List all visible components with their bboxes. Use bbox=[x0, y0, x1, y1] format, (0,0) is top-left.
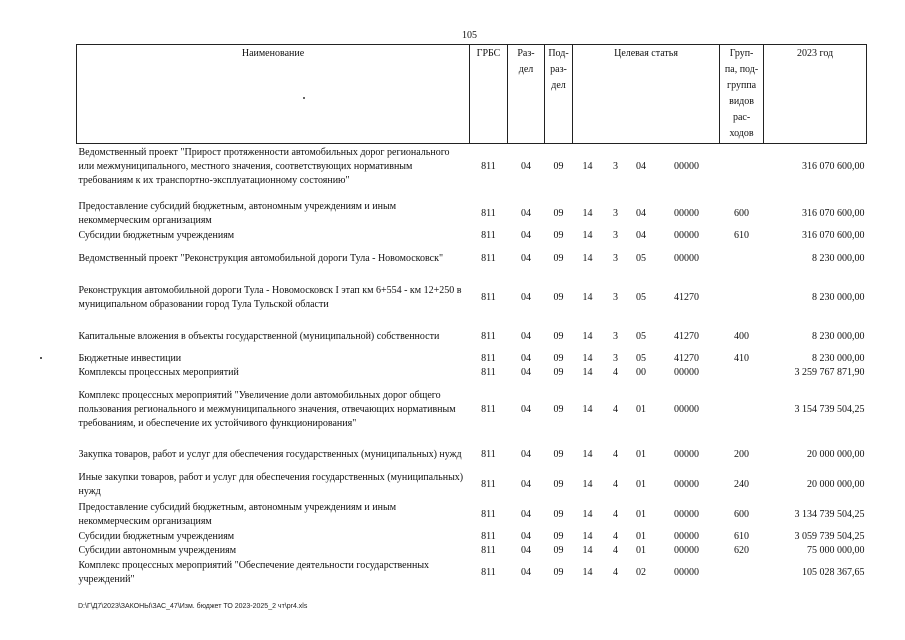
table-row bbox=[77, 229, 867, 244]
page-number: 105 bbox=[462, 30, 477, 41]
row-target-1: 14 bbox=[582, 508, 593, 520]
row-target-1: 14 bbox=[582, 160, 593, 172]
row-name: Ведомственный проект "Реконструкция автомобильной дороги Тула - Новомосковск" bbox=[78, 252, 444, 264]
row-amount: 8 230 000,00 bbox=[812, 291, 865, 303]
row-target-2: 3 bbox=[613, 330, 618, 342]
row-amount: 3 154 739 504,25 bbox=[794, 403, 865, 415]
row-grbs: 811 bbox=[481, 448, 496, 460]
row-grbs: 811 bbox=[481, 230, 496, 241]
row-podrazdel: 09 bbox=[553, 544, 564, 556]
table-row bbox=[77, 283, 867, 313]
row-target-3: 01 bbox=[636, 530, 646, 542]
row-razdel: 04 bbox=[521, 544, 531, 556]
row-razdel: 04 bbox=[521, 230, 531, 241]
table-row bbox=[77, 558, 867, 588]
row-target-3: 02 bbox=[636, 566, 646, 578]
row-grbs: 811 bbox=[481, 252, 496, 264]
spacer-cell bbox=[77, 190, 867, 199]
table-row bbox=[77, 144, 867, 190]
row-podrazdel: 09 bbox=[553, 403, 564, 415]
row-grbs: 811 bbox=[481, 352, 496, 364]
row-target-2: 3 bbox=[613, 352, 618, 364]
row-target-3: 01 bbox=[636, 448, 646, 460]
row-target-2: 3 bbox=[613, 230, 618, 241]
row-amount: 316 070 600,00 bbox=[802, 160, 865, 172]
row-amount: 20 000 000,00 bbox=[807, 448, 865, 460]
row-razdel: 04 bbox=[521, 530, 531, 542]
row-razdel: 04 bbox=[521, 403, 531, 415]
row-grbs: 811 bbox=[481, 478, 496, 490]
row-grbs: 811 bbox=[481, 291, 496, 303]
row-expense-group: 610 bbox=[734, 230, 750, 241]
table-row bbox=[77, 500, 867, 530]
row-amount: 3 134 739 504,25 bbox=[794, 508, 865, 520]
row-target-4: 41270 bbox=[674, 330, 700, 342]
row-razdel: 04 bbox=[521, 478, 531, 490]
row-target-2: 3 bbox=[613, 291, 618, 303]
row-grbs: 811 bbox=[481, 330, 496, 342]
row-target-2: 3 bbox=[613, 252, 618, 264]
row-razdel: 04 bbox=[521, 366, 531, 378]
row-amount: 8 230 000,00 bbox=[812, 330, 865, 342]
row-target-4: 00000 bbox=[674, 566, 700, 578]
table-row bbox=[77, 244, 867, 274]
row-amount: 20 000 000,00 bbox=[807, 478, 865, 490]
header-razdel: Раз- дел bbox=[508, 45, 545, 144]
row-razdel: 04 bbox=[521, 291, 531, 303]
row-target-4: 00000 bbox=[674, 252, 700, 264]
table-row bbox=[77, 530, 867, 544]
row-target-3: 01 bbox=[636, 478, 646, 490]
table-header bbox=[77, 45, 867, 144]
row-target-2: 4 bbox=[613, 403, 618, 415]
row-target-3: 01 bbox=[636, 403, 646, 415]
row-amount: 8 230 000,00 bbox=[812, 252, 865, 264]
table-row bbox=[77, 544, 867, 558]
header-grbs: ГРБС bbox=[470, 45, 508, 144]
row-spacer bbox=[77, 190, 867, 199]
row-expense-group: 200 bbox=[734, 448, 750, 460]
row-amount: 105 028 367,65 bbox=[802, 566, 865, 578]
row-target-1: 14 bbox=[582, 366, 593, 378]
row-podrazdel: 09 bbox=[553, 352, 564, 364]
budget-table bbox=[76, 44, 867, 588]
row-name: Реконструкция автомобильной дороги Тула - Новомосковск I этап км 6+554 - км 12+250 в муниципальном образовании город Тула Тульской области bbox=[78, 284, 462, 310]
row-podrazdel: 09 bbox=[553, 566, 564, 578]
row-amount: 8 230 000,00 bbox=[812, 352, 865, 364]
spacer-cell bbox=[77, 313, 867, 322]
row-name: Предоставление субсидий бюджетным, автономным учреждениям и иным некоммерческим организациям bbox=[78, 200, 397, 226]
row-razdel: 04 bbox=[521, 352, 531, 364]
row-target-4: 41270 bbox=[674, 291, 700, 303]
row-amount: 3 259 767 871,90 bbox=[794, 366, 865, 378]
row-target-4: 00000 bbox=[674, 544, 700, 556]
row-target-2: 4 bbox=[613, 366, 618, 378]
table-row bbox=[77, 199, 867, 229]
row-podrazdel: 09 bbox=[553, 230, 564, 241]
row-target-4: 00000 bbox=[674, 403, 700, 415]
row-name: Комплексы процессных мероприятий bbox=[78, 366, 239, 378]
row-name: Предоставление субсидий бюджетным, автономным учреждениям и иным некоммерческим организациям bbox=[78, 501, 397, 527]
row-target-4: 00000 bbox=[674, 160, 700, 172]
row-expense-group bbox=[720, 380, 764, 440]
spacer-cell bbox=[77, 274, 867, 283]
row-razdel: 04 bbox=[521, 448, 531, 460]
header-expense-group: Груп- па, под- группа видов рас- ходов bbox=[720, 45, 764, 144]
table-body bbox=[77, 144, 867, 588]
row-grbs: 811 bbox=[481, 403, 496, 415]
table-row bbox=[77, 470, 867, 500]
row-target-4: 00000 bbox=[674, 508, 700, 520]
row-podrazdel: 09 bbox=[553, 252, 564, 264]
row-expense-group bbox=[720, 244, 764, 274]
row-target-4: 00000 bbox=[674, 478, 700, 490]
row-target-4: 41270 bbox=[674, 352, 700, 364]
row-target-1: 14 bbox=[582, 252, 593, 264]
row-target-3: 04 bbox=[636, 207, 646, 219]
row-grbs: 811 bbox=[481, 207, 496, 219]
header-name: Наименование bbox=[77, 45, 470, 144]
row-podrazdel: 09 bbox=[553, 478, 564, 490]
row-podrazdel: 09 bbox=[553, 291, 564, 303]
row-podrazdel: 09 bbox=[553, 160, 564, 172]
row-expense-group: 410 bbox=[734, 352, 750, 364]
row-target-2: 4 bbox=[613, 566, 618, 578]
row-target-3: 05 bbox=[636, 252, 646, 264]
row-razdel: 04 bbox=[521, 252, 531, 264]
row-podrazdel: 09 bbox=[553, 330, 564, 342]
row-target-4: 00000 bbox=[674, 448, 700, 460]
row-target-2: 4 bbox=[613, 478, 618, 490]
row-target-1: 14 bbox=[582, 544, 593, 556]
row-name: Капитальные вложения в объекты государственной (муниципальной) собственности bbox=[78, 330, 440, 342]
row-name: Бюджетные инвестиции bbox=[78, 352, 182, 364]
row-expense-group bbox=[720, 144, 764, 190]
row-expense-group: 600 bbox=[734, 508, 750, 520]
row-amount: 3 059 739 504,25 bbox=[794, 530, 865, 542]
row-target-1: 14 bbox=[582, 478, 593, 490]
row-target-3: 05 bbox=[636, 330, 646, 342]
row-grbs: 811 bbox=[481, 530, 496, 542]
row-target-1: 14 bbox=[582, 530, 593, 542]
row-podrazdel: 09 bbox=[553, 530, 564, 542]
row-name: Комплекс процессных мероприятий "Увеличение доли автомобильных дорог общего пользования регионального и межмуниципального значения, отвечающих нормативным требованиям, и обеспечение их устойчивого функционирования" bbox=[78, 389, 456, 429]
row-target-1: 14 bbox=[582, 566, 593, 578]
row-amount: 75 000 000,00 bbox=[807, 544, 865, 556]
row-podrazdel: 09 bbox=[553, 508, 564, 520]
row-spacer bbox=[77, 313, 867, 322]
table-row bbox=[77, 352, 867, 366]
row-target-3: 01 bbox=[636, 508, 646, 520]
row-target-1: 14 bbox=[582, 330, 593, 342]
row-target-1: 14 bbox=[582, 403, 593, 415]
row-target-1: 14 bbox=[582, 448, 593, 460]
row-target-4: 00000 bbox=[674, 230, 700, 241]
row-expense-group: 620 bbox=[734, 544, 750, 556]
row-podrazdel: 09 bbox=[553, 366, 564, 378]
row-name: Субсидии бюджетным учреждениям bbox=[78, 530, 235, 542]
row-amount: 316 070 600,00 bbox=[802, 230, 865, 241]
row-razdel: 04 bbox=[521, 160, 531, 172]
header-year: 2023 год bbox=[764, 45, 867, 144]
row-target-1: 14 bbox=[582, 352, 593, 364]
row-target-3: 04 bbox=[636, 160, 646, 172]
row-grbs: 811 bbox=[481, 544, 496, 556]
header-podrazdel: Под- раз- дел bbox=[545, 45, 573, 144]
row-spacer bbox=[77, 274, 867, 283]
row-grbs: 811 bbox=[481, 160, 496, 172]
row-target-3: 00 bbox=[636, 366, 646, 378]
row-podrazdel: 09 bbox=[553, 448, 564, 460]
footer-file-path: D:\Г\Д7\2023\ЗАКОНЫ\ЗАС_47\Изм. бюджет ТО 2023-2025_2 чт\pr4.xls bbox=[78, 603, 308, 610]
row-name: Комплекс процессных мероприятий "Обеспечение деятельности государственных учреждений" bbox=[78, 559, 430, 585]
row-podrazdel: 09 bbox=[553, 207, 564, 219]
row-expense-group: 610 bbox=[734, 530, 750, 542]
row-expense-group bbox=[720, 558, 764, 588]
table-row bbox=[77, 366, 867, 380]
row-target-4: 00000 bbox=[674, 366, 700, 378]
row-target-2: 4 bbox=[613, 448, 618, 460]
row-target-4: 00000 bbox=[674, 207, 700, 219]
table-row bbox=[77, 322, 867, 352]
row-razdel: 04 bbox=[521, 508, 531, 520]
row-target-2: 4 bbox=[613, 544, 618, 556]
row-name: Закупка товаров, работ и услуг для обеспечения государственных (муниципальных) нужд bbox=[78, 448, 462, 460]
row-grbs: 811 bbox=[481, 366, 496, 378]
row-target-1: 14 bbox=[582, 291, 593, 303]
row-name: Ведомственный проект "Прирост протяженности автомобильных дорог регионального или межмуниципального, местного значения, соответствующих нормативным требованиям к их транспортно-эксплуатационному состоянию" bbox=[78, 146, 450, 186]
margin-mark bbox=[40, 357, 42, 359]
scan-dot bbox=[303, 97, 305, 99]
header-target-article: Целевая статья bbox=[573, 45, 720, 144]
row-name: Субсидии бюджетным учреждениям bbox=[78, 230, 235, 241]
row-grbs: 811 bbox=[481, 566, 496, 578]
row-target-3: 05 bbox=[636, 291, 646, 303]
row-target-3: 04 bbox=[636, 230, 646, 241]
row-expense-group bbox=[720, 366, 764, 380]
row-target-3: 01 bbox=[636, 544, 646, 556]
row-expense-group: 600 bbox=[734, 207, 750, 219]
row-name: Субсидии автономным учреждениям bbox=[78, 544, 237, 556]
row-target-2: 3 bbox=[613, 207, 618, 219]
row-grbs: 811 bbox=[481, 508, 496, 520]
row-target-1: 14 bbox=[582, 230, 593, 241]
row-expense-group: 400 bbox=[734, 330, 750, 342]
row-target-2: 3 bbox=[613, 160, 618, 172]
table-row bbox=[77, 440, 867, 470]
row-expense-group: 240 bbox=[734, 478, 750, 490]
row-target-4: 00000 bbox=[674, 530, 700, 542]
row-razdel: 04 bbox=[521, 566, 531, 578]
row-expense-group bbox=[720, 283, 764, 313]
row-target-2: 4 bbox=[613, 508, 618, 520]
table-row bbox=[77, 380, 867, 440]
row-amount: 316 070 600,00 bbox=[802, 207, 865, 219]
row-razdel: 04 bbox=[521, 207, 531, 219]
row-razdel: 04 bbox=[521, 330, 531, 342]
row-target-2: 4 bbox=[613, 530, 618, 542]
row-target-1: 14 bbox=[582, 207, 593, 219]
row-name: Иные закупки товаров, работ и услуг для обеспечения государственных (муниципальных) нужд bbox=[78, 471, 464, 497]
row-target-3: 05 bbox=[636, 352, 646, 364]
budget-table-sheet bbox=[76, 44, 866, 588]
